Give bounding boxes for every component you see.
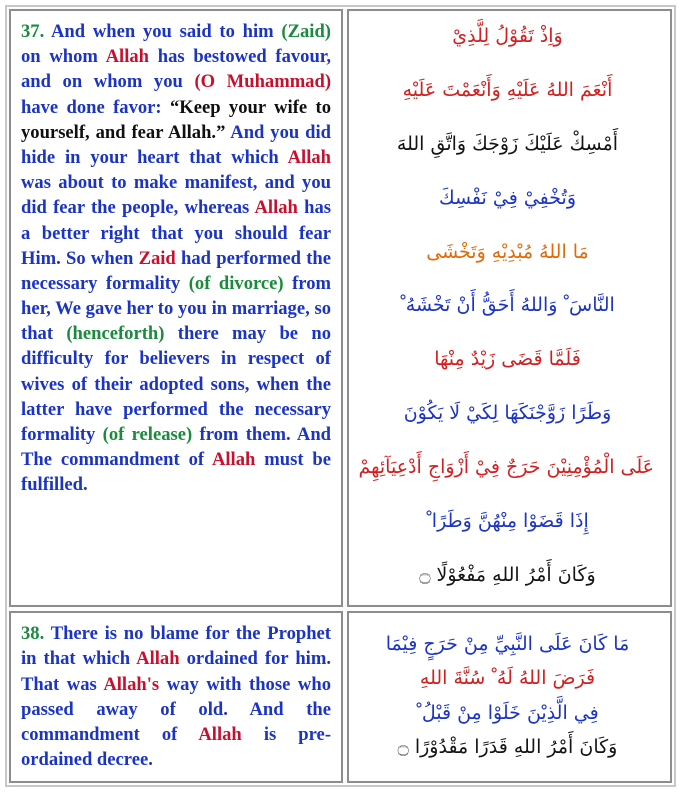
translation-segment: “Keep your wife to yourself, and fear Allah.” [21,96,331,143]
arabic-line: وَكَانَ أَمْرُ اللهِ مَفْعُوْلًا ۝ [419,563,596,586]
translation-segment: on whom [21,46,106,68]
translation-cell-38 [9,611,343,783]
translation-segment: is pre-ordained decree. [21,724,332,771]
translation-segment: (of divorce) [188,272,293,294]
translation-segment: (of release) [102,424,200,445]
arabic-line: مَا اللهُ مُبْدِيْهِ وَتَخْشَى [426,240,589,263]
translation-segment: Allah's [103,673,167,695]
arabic-line: فِي الَّذِيْنَ خَلَوْا مِنْ قَبْلُ ْ [416,701,599,724]
translation-segment: And when you said to him [50,21,282,42]
arabic-line: فَرَضَ اللهُ لَهُ ْ سُنَّةَ اللهِ [419,667,596,690]
arabic-line: مَا كَانَ عَلَى النَّبِيِّ مِنْ حَرَجٍ فِيْمَا [385,632,630,655]
verse-row-37 [9,9,672,607]
translation-segment: And you did hide in your heart that which [21,121,331,168]
verse-grid [9,9,672,783]
translation-segment: ordained for him. That was [21,648,331,695]
translation-segment: Allah [287,146,331,168]
translation-segment: Allah [105,46,158,68]
translation-segment: have done favor: [21,96,170,118]
arabic-line: عَلَى الْمُؤْمِنِيْنَ حَرَجٌ فِيْ أَزْوَاجِ أَدْعِيَآئِهِمْ [358,456,654,479]
translation-segment: Zaid [138,247,182,269]
arabic-lines-37 [357,17,658,599]
translation-segment: (Zaid) [281,21,331,42]
translation-segment: Allah [254,197,305,219]
arabic-line: وَتُخْفِيْ فِيْ نَفْسِكَ [438,186,577,209]
translation-segment: way with those who passed away of old. And the commandment of [21,673,331,746]
arabic-line: النَّاسَ ْ وَاللهُ أَحَقُّ أَنْ تَخْشَهُ ْ [400,294,615,317]
translation-segment: Allah [211,449,265,471]
translation-segment: from them. And The commandment of [21,424,331,471]
translation-segment: There is no blame for the Prophet in that which [21,623,331,670]
translation-segment: Allah [136,648,187,670]
translation-segment: must be fulfilled. [21,449,332,496]
arabic-line: أَنْعَمَ اللهُ عَلَيْهِ وَأَنْعَمْتَ عَلَيْهِ [402,78,613,101]
translation-segment: has bestowed favour, and on whom you [21,46,331,93]
translation-segment: 38. [21,623,51,644]
translation-text-37 [21,19,331,498]
translation-segment: had performed the necessary formality [21,247,331,294]
translation-segment: Allah [198,724,264,746]
translation-segment: 37. [21,21,51,42]
translation-segment: there may be no difficulty for believers in respect of wives of their adopted sons, when the latter have performed the necessary formality [21,323,331,445]
translation-segment: was about to make manifest, and you did fear the people, whereas [21,172,331,219]
arabic-line: أَمْسِكْ عَلَيْكَ زَوْجَكَ وَاتَّقِ اللهَ [396,132,619,155]
arabic-cell-38 [347,611,672,783]
verse-row-38 [9,611,672,783]
translation-segment: has a better right that you should fear Him. So when [21,197,332,269]
arabic-line: إِذَا قَضَوْا مِنْهُنَّ وَطَرًا ْ [426,510,589,533]
arabic-cell-37 [347,9,672,607]
arabic-line: وَطَرًا زَوَّجْنَكَهَا لِكَيْ لَا يَكُوْنَ [403,402,612,425]
translation-segment: from her, We gave her to you in marriage, so that [21,272,331,345]
arabic-line: وَكَانَ أَمْرُ اللهِ قَدَرًا مَقْدُوْرًا ۝ [397,736,618,759]
translation-segment: (henceforth) [66,323,178,345]
arabic-lines-38 [357,619,658,775]
arabic-line: فَلَمَّا قَضَى زَيْدٌ مِنْهَا [434,348,581,371]
translation-segment: (O Muhammad) [194,71,332,93]
translation-cell-37 [9,9,343,607]
arabic-line: وَاِذْ تَقُوْلُ لِلَّذِيْ [452,25,563,47]
translation-text-38 [21,621,331,773]
